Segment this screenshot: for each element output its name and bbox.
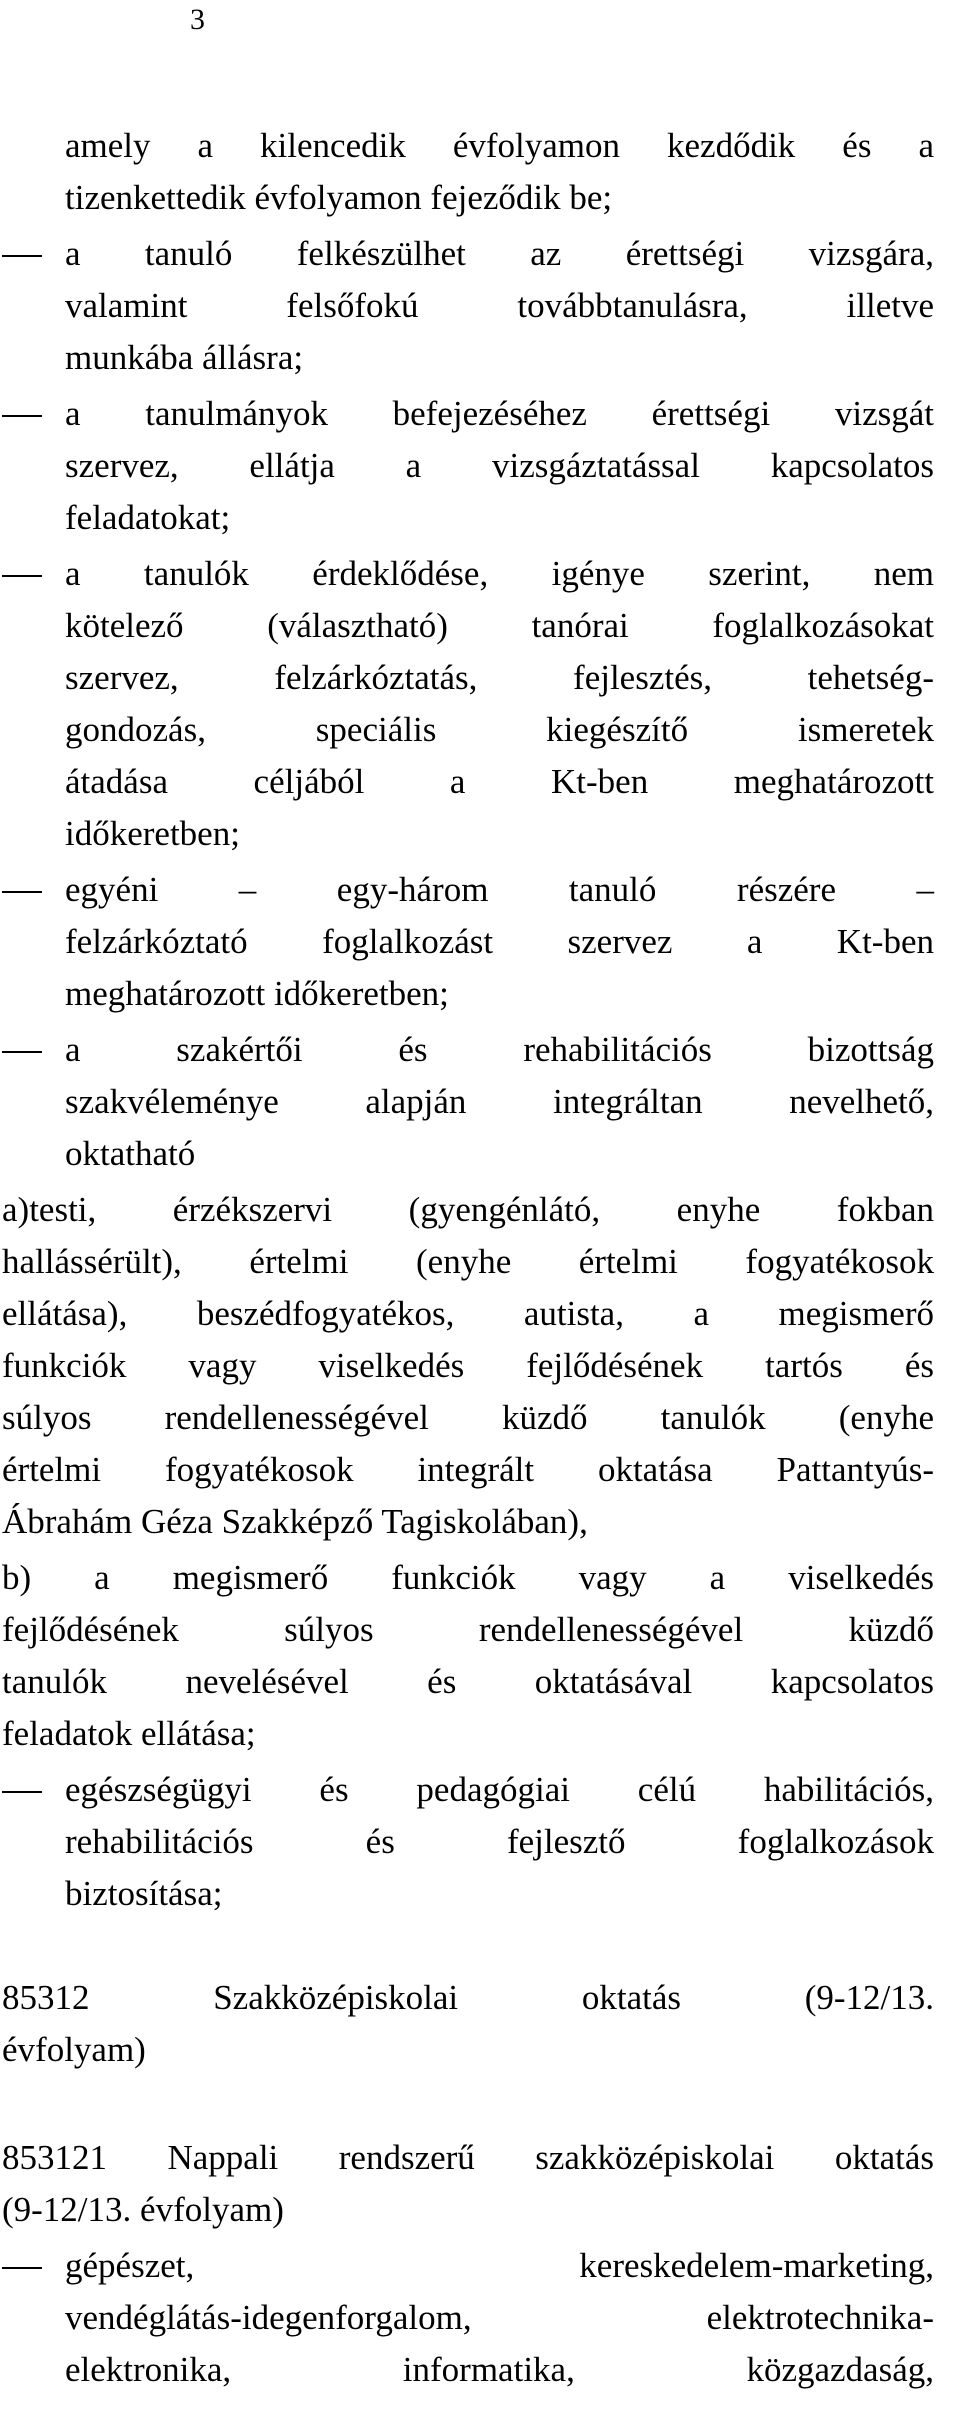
page-number: 3 [190, 3, 205, 36]
text-line: 85312 Szakközépiskolai oktatás (9-12/13. [2, 1978, 934, 2017]
text-line: átadása céljából a Kt-ben meghatározott [65, 762, 934, 801]
text-line: amely a kilencedik évfolyamon kezdődik és a [65, 126, 934, 165]
text-line: fejlődésének súlyos rendellenességével küzdő [2, 1610, 934, 1649]
text-line: b) a megismerő funkciók vagy a viselkedés [2, 1558, 934, 1597]
text-line: feladatokat; [65, 498, 231, 537]
text-line: hallássérült), értelmi (enyhe értelmi fogyatékosok [2, 1242, 934, 1281]
text-line: a tanulmányok befejezéséhez érettségi vizsgát [65, 394, 934, 433]
list-dash-marker [2, 1791, 42, 1793]
text-line: szervez, felzárkóztatás, fejlesztés, tehetség- [65, 658, 934, 697]
text-line: meghatározott időkeretben; [65, 974, 449, 1013]
list-dash-marker [2, 2267, 42, 2269]
text-line: szakvéleménye alapján integráltan nevelhető, [65, 1082, 934, 1121]
text-line: (9-12/13. évfolyam) [2, 2190, 284, 2229]
text-line: oktatható [65, 1134, 196, 1173]
text-line: szervez, ellátja a vizsgáztatással kapcsolatos [65, 446, 934, 485]
text-line: felzárkóztató foglalkozást szervez a Kt-ben [65, 922, 934, 961]
list-dash-marker [2, 575, 42, 577]
list-dash-marker [2, 1051, 42, 1053]
text-line: kötelező (választható) tanórai foglalkozásokat [65, 606, 934, 645]
text-line: a szakértői és rehabilitációs bizottság [65, 1030, 934, 1069]
text-line: vendéglátás-idegenforgalom, elektrotechnika- [65, 2298, 934, 2337]
text-line: a)testi, érzékszervi (gyengénlátó, enyhe fokban [2, 1190, 934, 1229]
text-line: feladatok ellátása; [2, 1714, 256, 1753]
text-line: valamint felsőfokú továbbtanulásra, illetve [65, 286, 934, 325]
text-line: egyéni – egy-három tanuló részére – [65, 870, 934, 909]
text-line: elektronika, informatika, közgazdaság, [65, 2350, 934, 2389]
list-dash-marker [2, 415, 42, 417]
text-line: tanulók nevelésével és oktatásával kapcsolatos [2, 1662, 934, 1701]
text-line: tizenkettedik évfolyamon fejeződik be; [65, 178, 613, 217]
text-line: a tanuló felkészülhet az érettségi vizsgára, [65, 234, 934, 273]
text-line: Ábrahám Géza Szakképző Tagiskolában), [2, 1502, 588, 1541]
text-line: biztosítása; [65, 1874, 223, 1913]
text-line: gondozás, speciális kiegészítő ismeretek [65, 710, 934, 749]
text-line: gépészet, kereskedelem-marketing, [65, 2246, 934, 2285]
text-line: 853121 Nappali rendszerű szakközépiskolai oktatás [2, 2138, 934, 2177]
list-dash-marker [2, 255, 42, 257]
text-line: évfolyam) [2, 2030, 146, 2069]
text-line: munkába állásra; [65, 338, 304, 377]
text-line: a tanulók érdeklődése, igénye szerint, nem [65, 554, 934, 593]
text-line: súlyos rendellenességével küzdő tanulók (enyhe [2, 1398, 934, 1437]
text-line: értelmi fogyatékosok integrált oktatása Pattantyús- [2, 1450, 934, 1489]
text-line: egészségügyi és pedagógiai célú habilitációs, [65, 1770, 934, 1809]
text-line: funkciók vagy viselkedés fejlődésének tartós és [2, 1346, 934, 1385]
text-line: időkeretben; [65, 814, 240, 853]
text-line: rehabilitációs és fejlesztő foglalkozások [65, 1822, 934, 1861]
text-line: ellátása), beszédfogyatékos, autista, a megismerő [2, 1294, 934, 1333]
list-dash-marker [2, 891, 42, 893]
